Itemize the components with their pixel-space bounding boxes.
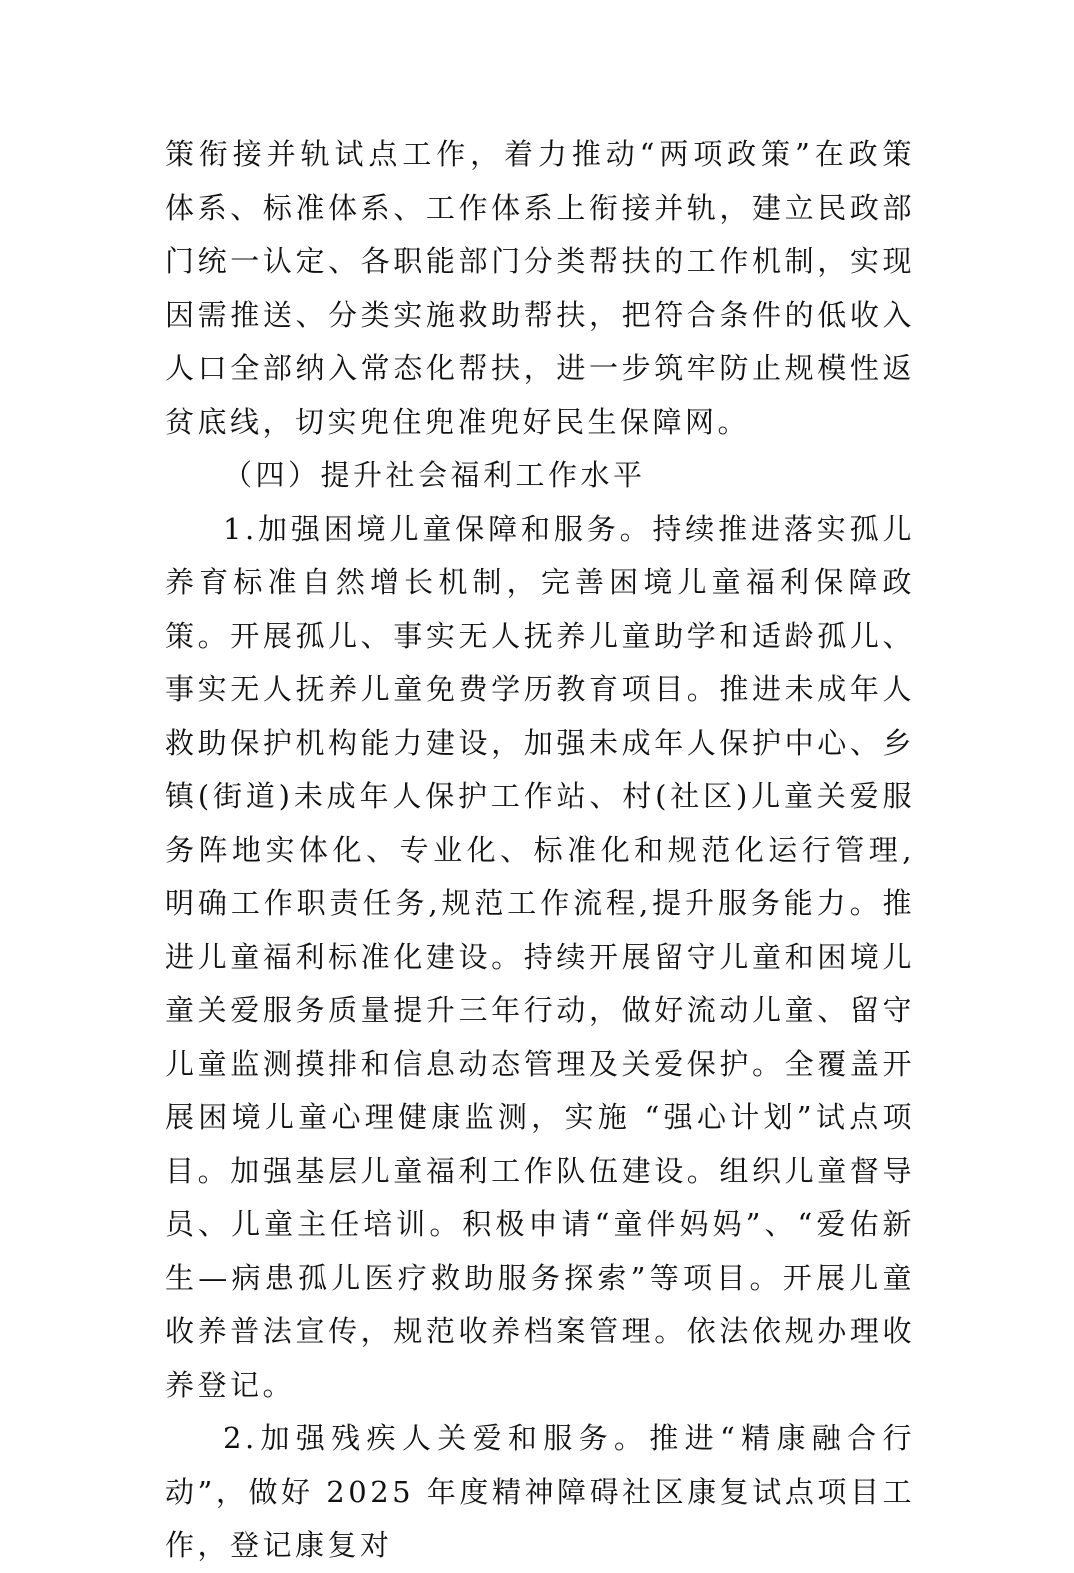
document-body	[165, 128, 915, 1573]
paragraph-children-protection: 1.加强困境儿童保障和服务。持续推进落实孤儿养育标准自然增长机制，完善困境儿童福利保障政策。开展孤儿、事实无人抚养儿童助学和适龄孤儿、事实无人抚养儿童免费学历教育项目。推进未成年人救助保护机构能力建设，加强未成年人保护中心、乡镇(街道)未成年人保护工作站、村(社区)儿童关爱服务阵地实体化、专业化、标准化和规范化运行管理,明确工作职责任务,规范工作流程,提升服务能力。推进儿童福利标准化建设。持续开展留守儿童和困境儿童关爱服务质量提升三年行动，做好流动儿童、留守儿童监测摸排和信息动态管理及关爱保护。全覆盖开展困境儿童心理健康监测，实施 “强心计划”试点项目。加强基层儿童福利工作队伍建设。组织儿童督导员、儿童主任培训。积极申请“童伴妈妈”、“爱佑新生—病患孤儿医疗救助服务探索”等项目。开展儿童收养普法宣传，规范收养档案管理。依法依规办理收养登记。	[165, 511, 916, 1402]
paragraph-disability-care: 2.加强残疾人关爱和服务。推进“精康融合行动”，做好 2025 年度精神障碍社区康复试点项目工作，登记康复对	[165, 1421, 915, 1562]
paragraph-continuation: 策衔接并轨试点工作，着力推动“两项政策”在政策体系、标准体系、工作体系上衔接并轨，建立民政部门统一认定、各职能部门分类帮扶的工作机制，实现因需推送、分类实施救助帮扶，把符合条件的低收入人口全部纳入常态化帮扶，进一步筑牢防止规模性返贫底线，切实兜住兜准兜好民生保障网。	[165, 137, 915, 439]
section-heading-4: （四）提升社会福利工作水平	[223, 458, 646, 492]
